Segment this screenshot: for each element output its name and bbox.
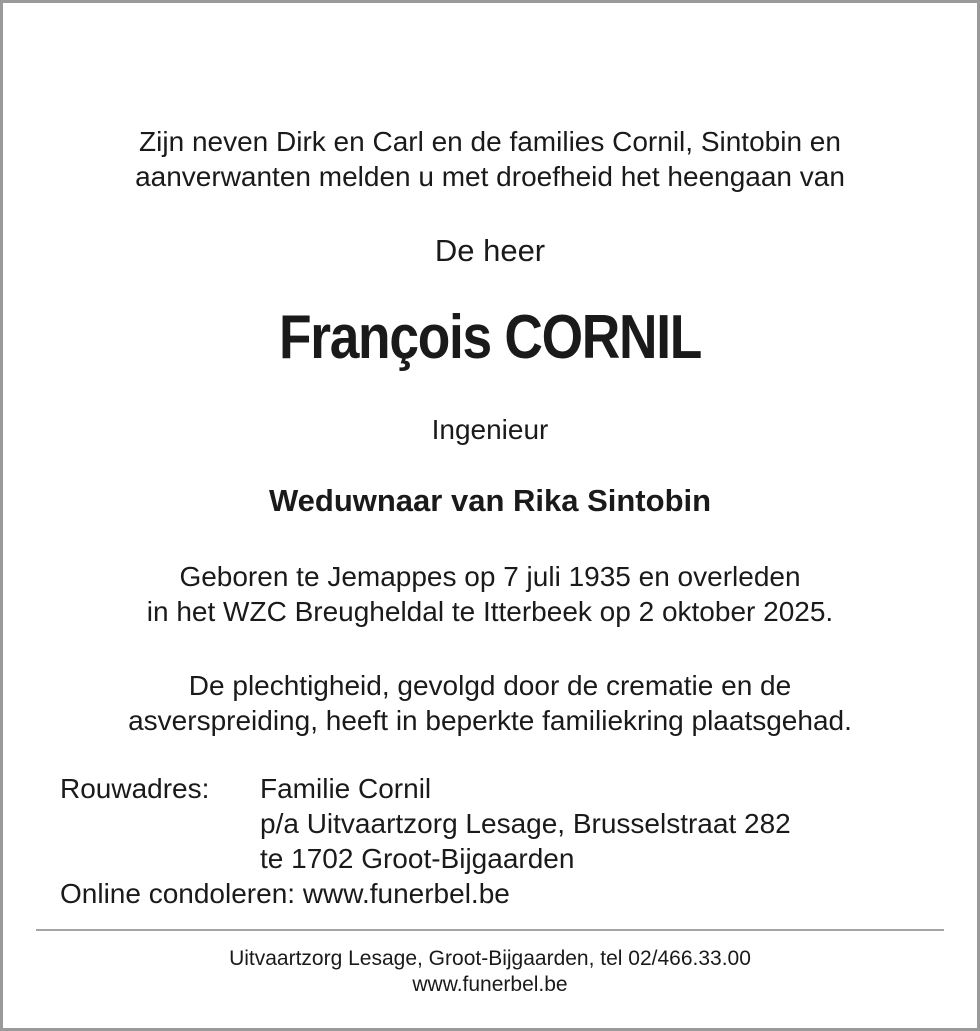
address-line-1: Familie Cornil bbox=[260, 773, 432, 804]
deceased-name: François CORNIL bbox=[278, 303, 702, 372]
death-line: in het WZC Breugheldal te Itterbeek op 2 oktober 2025. bbox=[146, 596, 834, 627]
online-condolences: Online condoleren: www.funerbel.be bbox=[60, 878, 510, 909]
intro-line-1: Zijn neven Dirk en Carl en de families Cornil, Sintobin en bbox=[139, 126, 841, 157]
address-line-2: p/a Uitvaartzorg Lesage, Brusselstraat 282 bbox=[260, 808, 791, 839]
birth-death-text bbox=[0, 559, 980, 629]
widower-of: Weduwnaar van Rika Sintobin bbox=[268, 483, 712, 518]
intro-text bbox=[0, 124, 980, 194]
profession: Ingenieur bbox=[431, 414, 549, 445]
salutation: De heer bbox=[434, 233, 546, 268]
footer-divider bbox=[36, 929, 944, 931]
address-line-3: te 1702 Groot-Bijgaarden bbox=[260, 843, 575, 874]
address-label: Rouwadres: bbox=[60, 773, 210, 804]
funeral-home-footer bbox=[0, 946, 980, 998]
footer-website: www.funerbel.be bbox=[412, 973, 568, 996]
birth-line: Geboren te Jemappes op 7 juli 1935 en overleden bbox=[179, 561, 801, 592]
intro-line-2: aanverwanten melden u met droefheid het heengaan van bbox=[135, 161, 845, 192]
ceremony-text bbox=[0, 668, 980, 738]
footer-line-1: Uitvaartzorg Lesage, Groot-Bijgaarden, tel 02/466.33.00 bbox=[229, 947, 751, 970]
ceremony-line-1: De plechtigheid, gevolgd door de crematie en de bbox=[188, 670, 792, 701]
ceremony-line-2: asverspreiding, heeft in beperkte familiekring plaatsgehad. bbox=[128, 705, 852, 736]
